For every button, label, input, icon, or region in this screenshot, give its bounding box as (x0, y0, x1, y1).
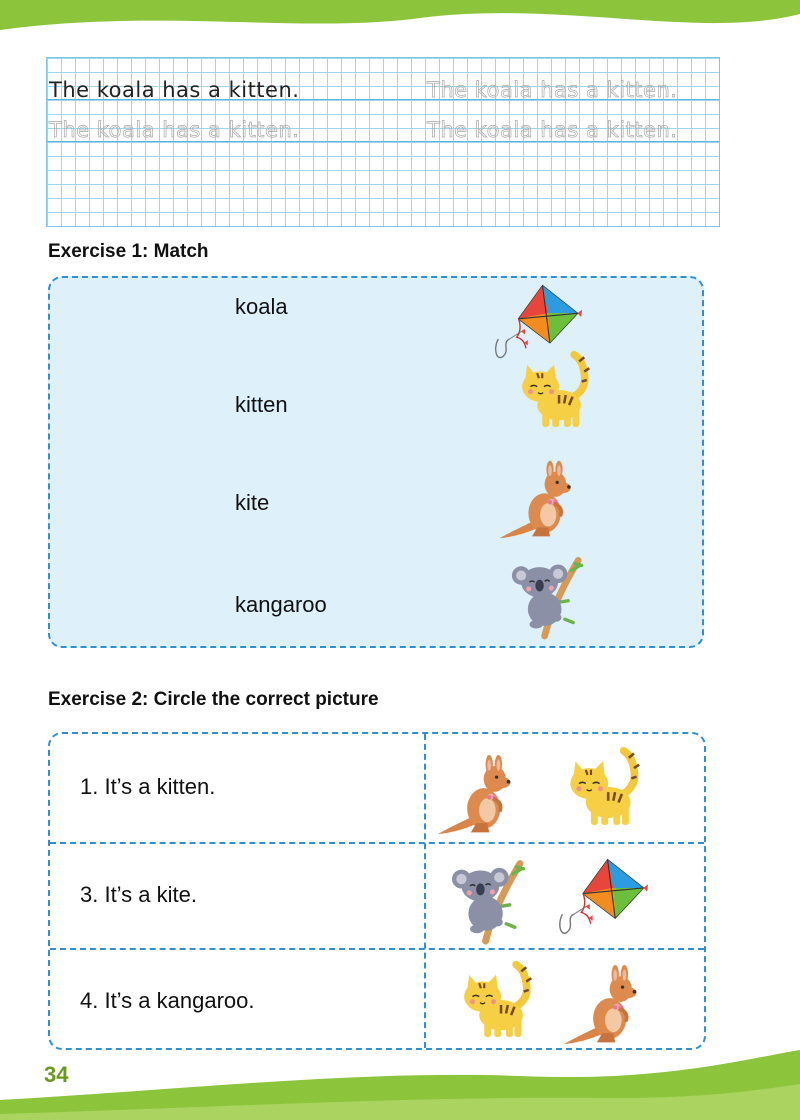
kangaroo-icon[interactable] (494, 450, 588, 540)
match-exercise-box (48, 276, 704, 648)
kangaroo-icon[interactable] (560, 954, 652, 1046)
kite-icon[interactable] (550, 856, 654, 950)
handwriting-grid (46, 57, 720, 227)
kitten-icon[interactable] (560, 742, 646, 832)
sentence-row-1: 1. It’s a kitten. (80, 774, 216, 799)
match-word-kangaroo[interactable]: kangaroo (235, 592, 327, 617)
tracing-sentence-dotted: The koala has a kitten. (427, 78, 678, 102)
koala-icon[interactable] (506, 548, 590, 640)
kitten-icon[interactable] (454, 956, 538, 1044)
tracing-sentence-dotted: The koala has a kitten. (427, 118, 678, 142)
kitten-icon[interactable] (512, 346, 596, 434)
match-word-koala[interactable]: koala (235, 294, 288, 319)
koala-icon[interactable] (446, 850, 532, 946)
circle-exercise-table (48, 732, 706, 1050)
tracing-sentence-dotted: The koala has a kitten. (49, 118, 300, 142)
exercise-2-title: Exercise 2: Circle the correct picture (48, 689, 379, 710)
page-number: 34 (44, 1062, 69, 1087)
exercise-1-title: Exercise 1: Match (48, 241, 209, 262)
kangaroo-icon[interactable] (434, 744, 526, 836)
match-word-kitten[interactable]: kitten (235, 392, 288, 417)
tracing-sentence-model: The koala has a kitten. (49, 78, 300, 102)
top-wave-decoration (0, 0, 800, 60)
sentence-row-3: 4. It’s a kangaroo. (80, 988, 255, 1013)
sentence-row-2: 3. It’s a kite. (80, 882, 197, 907)
match-word-kite[interactable]: kite (235, 490, 270, 515)
